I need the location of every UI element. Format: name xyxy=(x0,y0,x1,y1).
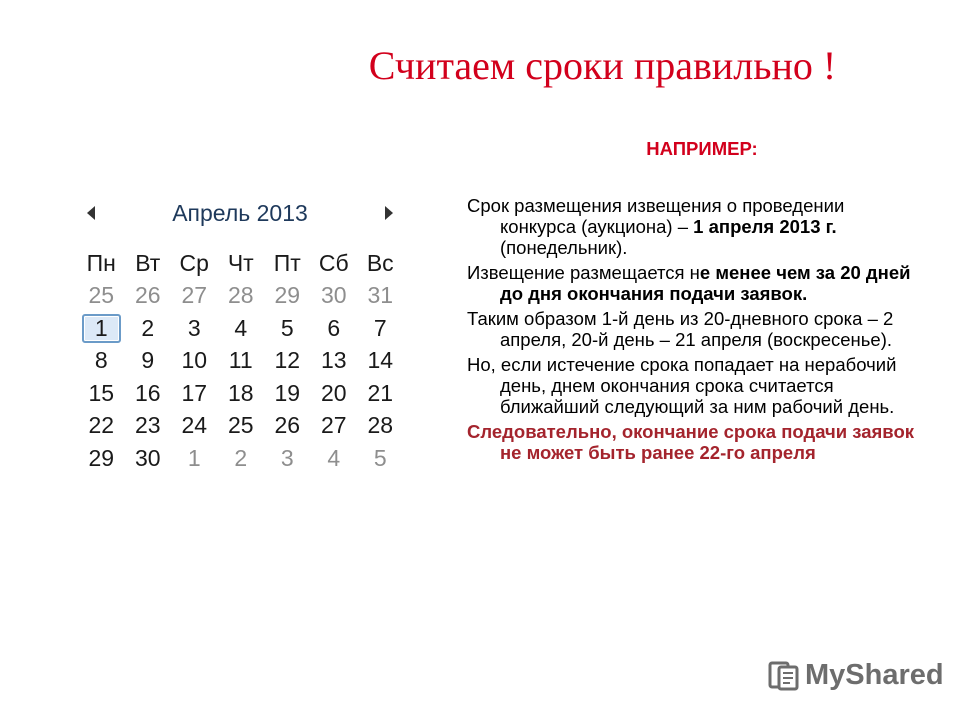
weekday-header: Ср xyxy=(179,249,209,276)
weekday-header: Пт xyxy=(273,249,301,276)
calendar-day-other-month[interactable]: 30 xyxy=(320,282,347,309)
watermark-logo xyxy=(768,657,944,693)
calendar-day[interactable]: 25 xyxy=(227,412,254,439)
calendar-header xyxy=(80,196,400,236)
paragraph-5-conclusion: Следовательно, окончание срока подачи заявок не может быть ранее 22-го апреля xyxy=(467,421,914,463)
example-label: НАПРИМЕР: xyxy=(646,138,758,159)
calendar-day[interactable]: 8 xyxy=(94,347,108,374)
calendar-day[interactable]: 18 xyxy=(227,379,254,406)
calendar-day[interactable]: 10 xyxy=(181,347,208,374)
calendar-day-other-month[interactable]: 28 xyxy=(227,282,254,309)
watermark-text: MyShared xyxy=(805,658,944,691)
calendar-day-other-month[interactable]: 31 xyxy=(367,282,394,309)
calendar-day[interactable]: 6 xyxy=(327,314,341,341)
calendar-day[interactable]: 9 xyxy=(141,347,155,374)
weekday-header: Чт xyxy=(227,249,254,276)
calendar-day[interactable]: 5 xyxy=(280,314,294,341)
calendar-day[interactable]: 3 xyxy=(187,314,201,341)
calendar-day[interactable]: 17 xyxy=(181,379,208,406)
calendar-day[interactable]: 19 xyxy=(274,379,301,406)
calendar-day-other-month[interactable]: 1 xyxy=(187,444,201,471)
paragraph-4: Но, если истечение срока попадает на нерабочий день, днем окончания срока считается ближайший следующий за ним рабочий день. xyxy=(467,354,897,417)
calendar-day[interactable]: 27 xyxy=(320,412,347,439)
slide-title: Считаем сроки правильно ! xyxy=(368,43,837,88)
calendar-day[interactable]: 7 xyxy=(373,314,387,341)
text-content xyxy=(467,138,917,467)
calendar-day[interactable]: 21 xyxy=(367,379,394,406)
calendar-month-label: Апрель 2013 xyxy=(172,200,308,226)
weekday-header: Пн xyxy=(86,249,116,276)
mybook-icon xyxy=(768,659,802,691)
calendar-day-other-month[interactable]: 3 xyxy=(280,444,294,471)
calendar-day-other-month[interactable]: 27 xyxy=(181,282,208,309)
calendar-day-other-month[interactable]: 2 xyxy=(234,444,248,471)
calendar-day[interactable]: 11 xyxy=(228,347,253,374)
calendar-grid xyxy=(78,247,404,475)
calendar-day[interactable]: 2 xyxy=(141,314,155,341)
paragraph-2: Извещение размещается не менее чем за 20 дней до дня окончания подачи заявок. xyxy=(467,262,911,304)
calendar-day[interactable]: 12 xyxy=(274,347,301,374)
paragraph-1: Срок размещения извещения о проведении конкурса (аукциона) – 1 апреля 2013 г. (понедельник). xyxy=(467,195,845,258)
calendar-day[interactable]: 30 xyxy=(134,444,161,471)
calendar-day[interactable]: 29 xyxy=(88,444,115,471)
calendar-day[interactable]: 22 xyxy=(88,412,115,439)
calendar-day-other-month[interactable]: 26 xyxy=(134,282,161,309)
calendar-day[interactable]: 24 xyxy=(181,412,208,439)
calendar-day[interactable]: 16 xyxy=(134,379,161,406)
calendar-day-other-month[interactable]: 29 xyxy=(274,282,301,309)
prev-month-icon[interactable] xyxy=(87,206,95,220)
weekday-header: Вс xyxy=(366,249,394,276)
calendar-day[interactable]: 20 xyxy=(320,379,347,406)
next-month-icon[interactable] xyxy=(385,206,393,220)
calendar-day[interactable]: 13 xyxy=(320,347,347,374)
calendar-day[interactable]: 26 xyxy=(274,412,301,439)
weekday-header: Сб xyxy=(318,249,349,276)
calendar-day-other-month[interactable]: 4 xyxy=(327,444,341,471)
calendar-day-other-month[interactable]: 5 xyxy=(373,444,387,471)
weekday-header: Вт xyxy=(135,249,161,276)
calendar-day[interactable]: 15 xyxy=(88,379,115,406)
calendar-day[interactable]: 28 xyxy=(367,412,394,439)
calendar-day[interactable]: 14 xyxy=(367,347,394,374)
calendar-day-other-month[interactable]: 25 xyxy=(88,282,115,309)
calendar-day-today[interactable]: 1 xyxy=(82,314,121,343)
calendar-day[interactable]: 23 xyxy=(134,412,161,439)
calendar-day[interactable]: 4 xyxy=(234,314,248,341)
paragraph-3: Таким образом 1-й день из 20-дневного срока – 2 апреля, 20-й день – 21 апреля (воскресенье). xyxy=(467,308,894,350)
